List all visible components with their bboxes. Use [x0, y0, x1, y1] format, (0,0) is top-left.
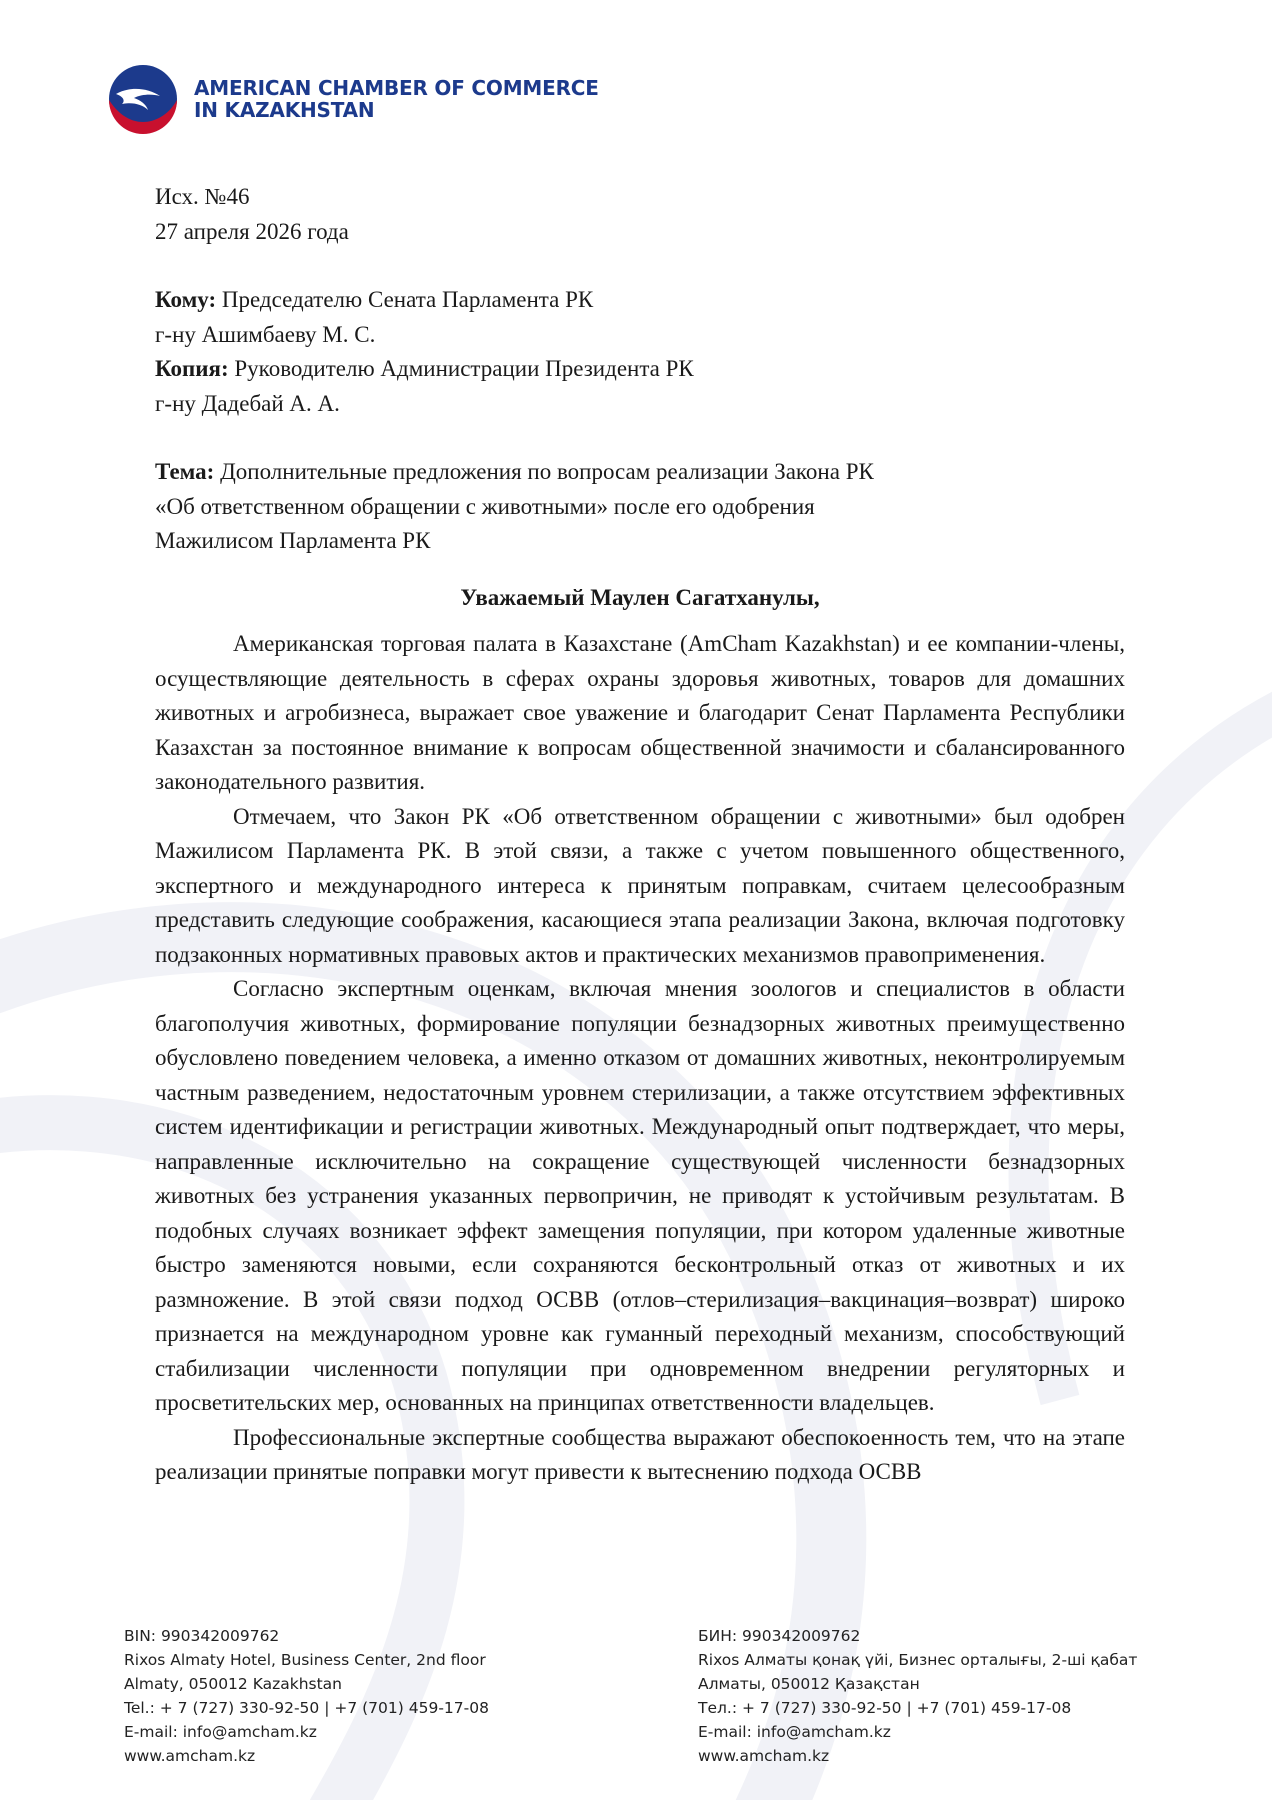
recipient-to [155, 283, 1125, 318]
subject-text-1: Дополнительные предложения по вопросам реализации Закона РК [214, 459, 874, 484]
paragraph-4: Профессиональные экспертные сообщества выражают обеспокоенность тем, что на этапе реализации принятые поправки могут привести к вытеснению подхода ОСВВ [155, 1424, 1125, 1484]
org-name [194, 77, 599, 121]
amcham-logo-icon [108, 64, 178, 134]
subject-line2: «Об ответственном обращении с животными» после его одобрения [155, 493, 815, 519]
recipient-copy-name: г-ну Дадебай А. А. [155, 390, 340, 416]
footer-address: Rixos Almaty Hotel, Business Center, 2nd floor [124, 1651, 486, 1669]
footer-phone: Tel.: + 7 (727) 330-92-50 | +7 (701) 459-17-08 [124, 1699, 489, 1717]
footer-bin-kz: БИН: 990342009762 [698, 1627, 861, 1645]
to-label: Кому: [155, 287, 217, 312]
greeting: Уважаемый Маулен Сагатханулы, [460, 584, 820, 610]
paragraph-3: Согласно экспертным оценкам, включая мнения зоологов и специалистов в области благополучия животных, формирование популяции безнадзорных животных преимущественно обусловлено поведением человека, а именно отказом от домашних животных, неконтролируемым частным разведением, недостаточным уровнем стерилизации, а также отсутствием эффективных систем идентификации и регистрации животных. Международный опыт подтверждает, что меры, направленные исключительно на сокращение существующей численности безнадзорных животных без устранения указанных первопричин, не приводят к устойчивым результатам. В подобных случаях возникает эффект замещения популяции, при котором удаленные животные быстро заменяются новыми, если сохраняются бесконтрольный отказ от животных и их размножение. В этой связи подход ОСВВ (отлов–стерилизация–вакцинация–возврат) широко признается на международном уровне как гуманный переходный механизм, способствующий стабилизации численности популяции при одновременном внедрении регуляторных и просветительских мер, основанных на принципах ответственности владельцев. [155, 976, 1125, 1415]
subject-label: Тема: [155, 459, 215, 484]
paragraph-2: Отмечаем, что Закон РК «Об ответственном обращении с животными» был одобрен Мажилисом Парламента РК. В этой связи, а также с учетом повышенного общественного, экспертного и международного интереса к принятым поправкам, считаем целесообразным представить следующие соображения, касающиеся этапа реализации Закона, включая подготовку подзаконных нормативных правовых актов и практических механизмов правоприменения. [155, 803, 1125, 967]
footer-english [124, 1624, 489, 1768]
letter-date: 27 апреля 2026 года [155, 218, 349, 244]
recipient-copy [155, 352, 1125, 387]
footer-website: www.amcham.kz [124, 1747, 256, 1765]
footer-phone-kz: Тел.: + 7 (727) 330-92-50 | +7 (701) 459-17-08 [698, 1699, 1072, 1717]
footer-bin: BIN: 990342009762 [124, 1627, 280, 1645]
to-text: Председателю Сената Парламента РК [216, 287, 594, 312]
org-name-line2: IN KAZAKHSTAN [194, 98, 375, 122]
copy-text: Руководителю Администрации Президента РК [228, 356, 694, 381]
footer-city: Almaty, 050012 Kazakhstan [124, 1675, 343, 1693]
org-name-line1: AMERICAN CHAMBER OF COMMERCE [194, 76, 599, 100]
subject-line3: Мажилисом Парламента РК [155, 528, 431, 553]
letter-body [155, 180, 1125, 1490]
letterhead [108, 64, 599, 134]
recipient-to-name: г-ну Ашимбаеву М. С. [155, 321, 376, 347]
reference-number: Исх. №46 [155, 184, 250, 209]
footer-website-kz: www.amcham.kz [698, 1747, 830, 1765]
footer-kazakh [698, 1624, 1137, 1768]
footer-email-kz: E-mail: info@amcham.kz [698, 1723, 891, 1741]
footer-city-kz: Алматы, 050012 Қазақстан [698, 1675, 920, 1693]
footer-email: E-mail: info@amcham.kz [124, 1723, 317, 1741]
footer-address-kz: Rixos Алматы қонақ үйі, Бизнес орталығы, 2-ші қабат [698, 1651, 1138, 1669]
subject-line1 [155, 455, 1125, 490]
paragraph-1: Американская торговая палата в Казахстане (AmCham Kazakhstan) и ее компании-члены, осуществляющие деятельность в сферах охраны здоровья животных, товаров для домашних животных и агробизнеса, выражает свое уважение и благодарит Сенат Парламента Республики Казахстан за постоянное внимание к вопросам общественной значимости и сбалансированного законодательного развития. [155, 631, 1125, 794]
copy-label: Копия: [155, 356, 229, 381]
